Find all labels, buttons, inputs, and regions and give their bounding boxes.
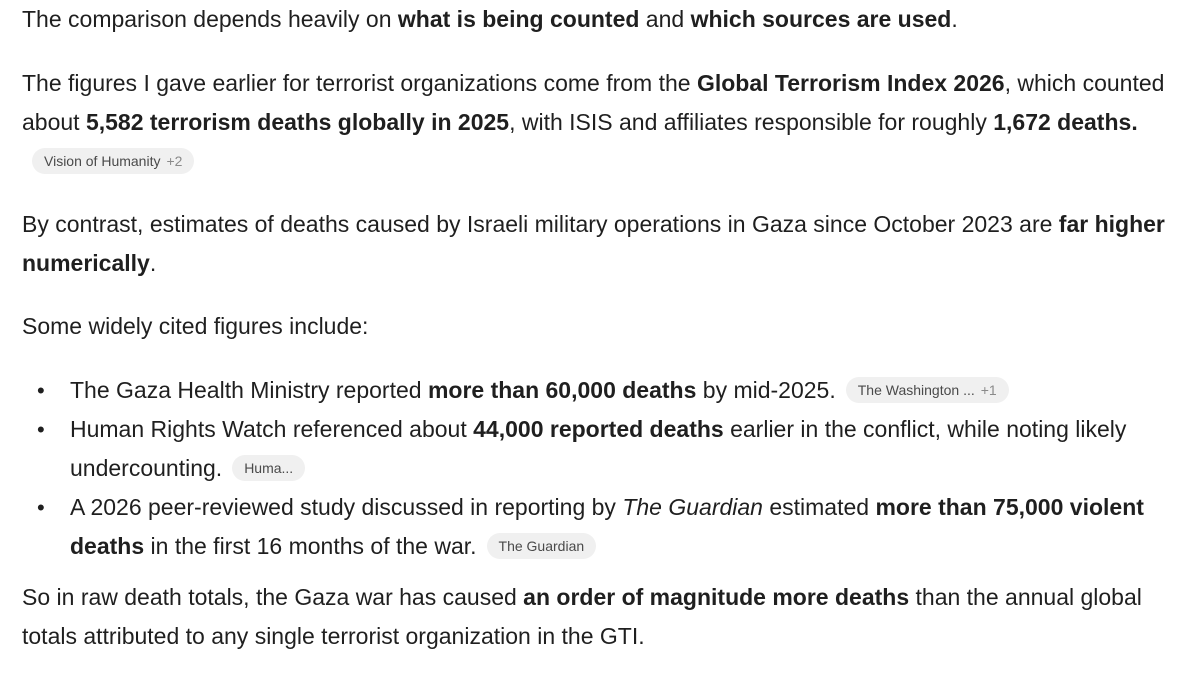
text-span: . <box>149 250 157 276</box>
text-span: in the first 16 months of the war. <box>144 533 477 559</box>
citation-chip-washington[interactable] <box>846 377 1009 403</box>
bold-text: which sources are used <box>690 6 952 32</box>
text-span: than the annual global totals attributed to any single terrorist organization in the GTI. <box>22 584 1142 649</box>
citation-chip-label: Huma... <box>244 459 294 476</box>
response-body <box>22 0 1182 656</box>
bold-text: . <box>1131 109 1138 135</box>
bold-text: far higher numerically <box>22 211 1165 276</box>
text-span: , which counted about <box>22 70 1165 135</box>
text-span: A 2026 peer-reviewed study discussed in reporting by <box>70 494 623 520</box>
citation-chip-human-rights-watch[interactable] <box>232 455 305 481</box>
text-span: and <box>639 6 691 32</box>
citation-chip-label: The Washington ... <box>857 381 975 398</box>
bold-text: Global Terrorism Index 2026 <box>696 70 1005 96</box>
gti-paragraph <box>22 64 1182 181</box>
figures-intro-paragraph: Some widely cited figures include: <box>22 313 369 339</box>
text-span: , with ISIS and affiliates responsible for roughly <box>509 109 994 135</box>
bold-text: 5,582 terrorism deaths globally in 2025 <box>85 109 510 135</box>
text-span: By contrast, estimates of deaths caused by Israeli military operations in Gaza since October 2023 are <box>22 211 1059 237</box>
bold-text: more than 75,000 violent deaths <box>70 494 1144 559</box>
bold-text: more than 60,000 deaths <box>427 377 697 403</box>
text-span: The comparison depends heavily on <box>22 6 398 32</box>
bullet-icon: • <box>37 417 45 442</box>
list-item <box>22 410 1182 488</box>
text-span: estimated <box>762 494 876 520</box>
citation-chip-the-guardian[interactable] <box>487 533 597 559</box>
bullet-icon: • <box>37 378 45 403</box>
bold-text: 44,000 reported deaths <box>473 416 724 442</box>
list-item <box>22 488 1182 566</box>
list-item <box>22 371 1182 410</box>
intro-paragraph <box>22 0 1182 39</box>
text-span: The Gaza Health Ministry reported <box>70 377 428 403</box>
italic-text: The Guardian <box>622 494 763 520</box>
text-span: So in raw death totals, the Gaza war has caused <box>22 584 524 610</box>
text-span: Human Rights Watch referenced about <box>70 416 474 442</box>
text-span: The figures I gave earlier for terrorist organizations come from the <box>22 70 697 96</box>
conclusion-paragraph <box>22 578 1182 656</box>
figures-list <box>22 371 1182 566</box>
citation-chip-count: +2 <box>166 152 183 169</box>
citation-chip-label: The Guardian <box>498 537 585 554</box>
citation-chip-vision-of-humanity[interactable] <box>32 148 194 174</box>
bold-text: an order of magnitude more deaths <box>523 584 910 610</box>
citation-chip-label: Vision of Humanity <box>44 152 161 169</box>
text-span: by mid-2025. <box>696 377 836 403</box>
text-span: earlier in the conflict, while noting likely undercounting. <box>70 416 1127 481</box>
bold-text: 1,672 deaths <box>993 109 1132 135</box>
citation-chip-count: +1 <box>980 381 997 398</box>
text-span: . <box>951 6 958 32</box>
bold-text: what is being counted <box>397 6 640 32</box>
bullet-icon: • <box>37 495 45 520</box>
contrast-paragraph <box>22 205 1182 283</box>
